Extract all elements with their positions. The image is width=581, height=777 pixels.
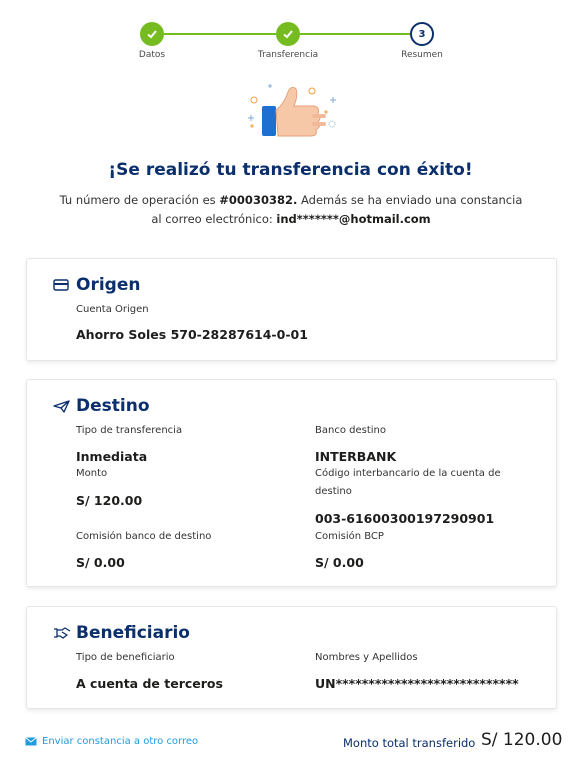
handshake-icon [53,626,71,640]
banco-destino-label: Banco destino [315,425,386,436]
tipo-transferencia-value: Inmediata [76,449,148,464]
send-receipt-label[interactable]: Enviar constancia a otro correo [42,736,199,747]
check-icon [282,28,294,40]
origen-account-value: Ahorro Soles 570-28287614-0-01 [76,327,308,342]
comision-destino-label: Comisión banco de destino [76,531,212,542]
step-datos-check [140,22,164,46]
monto-label: Monto [76,468,108,479]
progress-stepper [0,20,581,64]
banco-destino-value: INTERBANK [315,449,397,464]
check-icon [146,28,158,40]
origen-account-label: Cuenta Origen [76,304,149,315]
credit-card-icon [53,278,71,292]
confirmation-email: ind*******@hotmail.com [276,212,431,226]
monto-value: S/ 120.00 [76,493,143,508]
success-title: ¡Se realizó tu transferencia con éxito! [108,160,473,180]
total-value: S/ 120.00 [481,730,563,750]
comision-bcp-label: Comisión BCP [315,531,384,542]
cci-label: Código interbancario de la cuenta de destino [315,468,501,497]
tipo-beneficiario-value: A cuenta de terceros [76,676,223,691]
step-label-datos: Datos [138,50,166,60]
operation-number: #00030382. [219,193,298,207]
send-receipt-link[interactable] [25,736,198,747]
stepper-line-2 [300,33,410,35]
step-transferencia-check [276,22,300,46]
tipo-transferencia-label: Tipo de transferencia [76,425,183,436]
step-resumen-number: 3 [410,22,434,46]
destino-header [53,396,150,416]
mail-icon [25,737,37,746]
tipo-beneficiario-label: Tipo de beneficiario [76,652,175,663]
comision-bcp-value: S/ 0.00 [315,555,364,570]
success-subtitle [56,191,526,229]
beneficiario-title: Beneficiario [76,623,190,643]
paper-plane-icon [53,399,71,413]
subtitle-prefix: Tu número de operación es [59,193,220,207]
origen-title: Origen [76,275,141,295]
beneficiario-header [53,623,190,643]
nombres-value: UN**************************** [315,676,519,691]
destino-card [26,379,557,587]
comision-destino-value: S/ 0.00 [76,555,125,570]
step-label-transferencia: Transferencia [257,50,319,60]
thumbs-up-illustration [238,82,348,144]
subtitle-middle: Además se ha enviado una constancia al correo electrónico: [151,193,523,226]
destino-title: Destino [76,396,150,416]
beneficiario-card [26,606,557,709]
step-label-resumen: Resumen [401,50,443,60]
origen-header [53,275,140,295]
cci-value: 003-61600300197290901 [315,511,495,526]
total-label: Monto total transferido [343,736,476,750]
stepper-line-1 [164,33,276,35]
origen-card [26,258,557,361]
nombres-label: Nombres y Apellidos [315,652,418,663]
